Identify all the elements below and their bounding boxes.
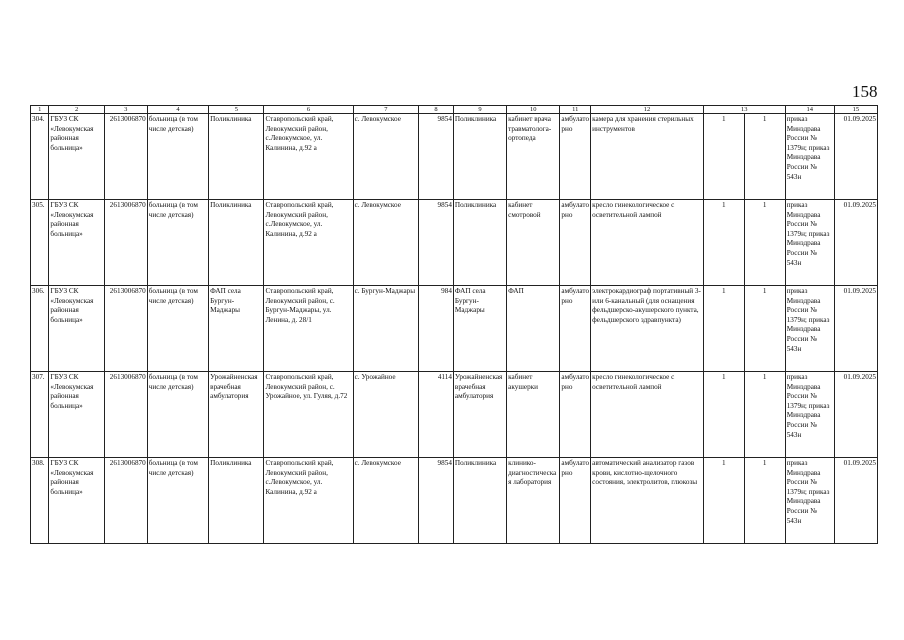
column-number: 13: [703, 106, 785, 114]
row-number: 308.: [31, 458, 49, 544]
equipment-table: [30, 105, 878, 544]
address-cell: Ставропольский край, Левокумский район, с. Урожайное, ул. Гуляя, д.72: [264, 372, 353, 458]
basis-cell: приказ Минздрава России № 1379н; приказ Минздрава России № 543н: [785, 372, 834, 458]
quantity-cell: 1: [744, 286, 785, 372]
population-cell: 4114: [419, 372, 454, 458]
table-row: [31, 286, 878, 372]
facility-type-cell: больница (в том числе детская): [147, 200, 208, 286]
organization-cell: ГБУЗ СК «Левокумская районная больница»: [49, 372, 104, 458]
basis-cell: приказ Минздрава России № 1379н; приказ Минздрава России № 543н: [785, 114, 834, 200]
quantity-cell: 1: [703, 200, 744, 286]
table-row: [31, 200, 878, 286]
quantity-cell: 1: [744, 458, 785, 544]
page-number: 158: [852, 82, 878, 101]
column-number: 4: [147, 106, 208, 114]
column-number: 6: [264, 106, 353, 114]
table-row: [31, 114, 878, 200]
population-cell: 984: [419, 286, 454, 372]
room-cell: клинико-диагностическая лаборатория: [507, 458, 560, 544]
facility-type-cell: больница (в том числе детская): [147, 372, 208, 458]
division-cell: ФАП села Бургун-Маджары: [453, 286, 506, 372]
care-type-cell: амбулаторно: [560, 372, 591, 458]
inn-cell: 2613006870: [104, 372, 147, 458]
address-cell: Ставропольский край, Левокумский район, с.Левокумское, ул. Калинина, д.92 а: [264, 200, 353, 286]
division-cell: Урожайненская врачебная амбулатория: [453, 372, 506, 458]
care-type-cell: амбулаторно: [560, 286, 591, 372]
locality-cell: с. Левокумское: [353, 200, 419, 286]
locality-cell: с. Левокумское: [353, 458, 419, 544]
population-cell: 9854: [419, 114, 454, 200]
unit-cell: Урожайненская врачебная амбулатория: [209, 372, 264, 458]
quantity-cell: 1: [744, 114, 785, 200]
date-cell: 01.09.2025: [834, 458, 877, 544]
room-cell: кабинет акушерки: [507, 372, 560, 458]
column-number: 1: [31, 106, 49, 114]
column-number: 14: [785, 106, 834, 114]
equipment-cell: автоматический анализатор газов крови, кислотно-щелочного состояния, электролитов, глюкозы: [591, 458, 704, 544]
date-cell: 01.09.2025: [834, 114, 877, 200]
organization-cell: ГБУЗ СК «Левокумская районная больница»: [49, 286, 104, 372]
column-number-row: [31, 106, 878, 114]
column-number: 15: [834, 106, 877, 114]
room-cell: кабинет смотровой: [507, 200, 560, 286]
column-number: 9: [453, 106, 506, 114]
unit-cell: ФАП села Бургун-Маджары: [209, 286, 264, 372]
address-cell: Ставропольский край, Левокумский район, с. Бургун-Маджары, ул. Ленина, д. 28/1: [264, 286, 353, 372]
table-row: [31, 372, 878, 458]
facility-type-cell: больница (в том числе детская): [147, 114, 208, 200]
division-cell: Поликлиника: [453, 114, 506, 200]
address-cell: Ставропольский край, Левокумский район, с.Левокумское, ул. Калинина, д.92 а: [264, 458, 353, 544]
unit-cell: Поликлиника: [209, 458, 264, 544]
facility-type-cell: больница (в том числе детская): [147, 286, 208, 372]
facility-type-cell: больница (в том числе детская): [147, 458, 208, 544]
row-number: 307.: [31, 372, 49, 458]
unit-cell: Поликлиника: [209, 114, 264, 200]
organization-cell: ГБУЗ СК «Левокумская районная больница»: [49, 200, 104, 286]
population-cell: 9854: [419, 458, 454, 544]
date-cell: 01.09.2025: [834, 286, 877, 372]
quantity-cell: 1: [744, 200, 785, 286]
quantity-cell: 1: [703, 458, 744, 544]
date-cell: 01.09.2025: [834, 200, 877, 286]
column-number: 12: [591, 106, 704, 114]
basis-cell: приказ Минздрава России № 1379н; приказ Минздрава России № 543н: [785, 458, 834, 544]
locality-cell: с. Бургун-Маджары: [353, 286, 419, 372]
column-number: 11: [560, 106, 591, 114]
room-cell: кабинет врача травматолога-ортопеда: [507, 114, 560, 200]
row-number: 306.: [31, 286, 49, 372]
column-number: 7: [353, 106, 419, 114]
room-cell: ФАП: [507, 286, 560, 372]
quantity-cell: 1: [744, 372, 785, 458]
locality-cell: с. Урожайное: [353, 372, 419, 458]
population-cell: 9854: [419, 200, 454, 286]
column-number: 10: [507, 106, 560, 114]
equipment-cell: камера для хранения стерильных инструментов: [591, 114, 704, 200]
basis-cell: приказ Минздрава России № 1379н; приказ Минздрава России № 543н: [785, 200, 834, 286]
basis-cell: приказ Минздрава России № 1379н; приказ Минздрава России № 543н: [785, 286, 834, 372]
quantity-cell: 1: [703, 372, 744, 458]
address-cell: Ставропольский край, Левокумский район, с.Левокумское, ул. Калинина, д.92 а: [264, 114, 353, 200]
row-number: 305.: [31, 200, 49, 286]
quantity-cell: 1: [703, 114, 744, 200]
locality-cell: с. Левокумское: [353, 114, 419, 200]
column-number: 8: [419, 106, 454, 114]
row-number: 304.: [31, 114, 49, 200]
column-number: 2: [49, 106, 104, 114]
care-type-cell: амбулаторно: [560, 114, 591, 200]
unit-cell: Поликлиника: [209, 200, 264, 286]
division-cell: Поликлиника: [453, 458, 506, 544]
date-cell: 01.09.2025: [834, 372, 877, 458]
organization-cell: ГБУЗ СК «Левокумская районная больница»: [49, 458, 104, 544]
table-row: [31, 458, 878, 544]
division-cell: Поликлиника: [453, 200, 506, 286]
equipment-cell: кресло гинекологическое с осветительной лампой: [591, 200, 704, 286]
quantity-cell: 1: [703, 286, 744, 372]
care-type-cell: амбулаторно: [560, 458, 591, 544]
column-number: 5: [209, 106, 264, 114]
inn-cell: 2613006870: [104, 200, 147, 286]
inn-cell: 2613006870: [104, 286, 147, 372]
inn-cell: 2613006870: [104, 114, 147, 200]
equipment-cell: кресло гинекологическое с осветительной лампой: [591, 372, 704, 458]
inn-cell: 2613006870: [104, 458, 147, 544]
care-type-cell: амбулаторно: [560, 200, 591, 286]
equipment-cell: электрокардиограф портативный 3- или 6-канальный (для оснащения фельдшерско-акушерского пункта, фельдшерского здравпункта): [591, 286, 704, 372]
column-number: 3: [104, 106, 147, 114]
organization-cell: ГБУЗ СК «Левокумская районная больница»: [49, 114, 104, 200]
